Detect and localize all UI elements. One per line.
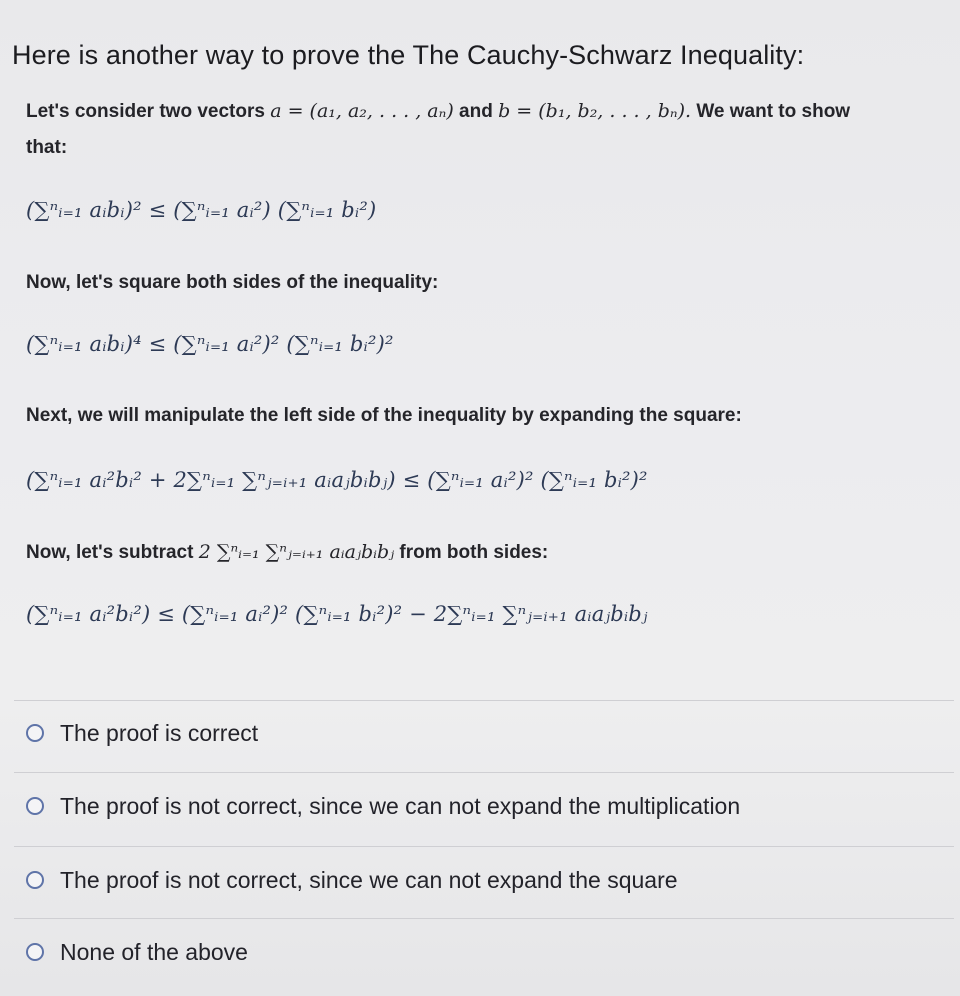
step-subtract-math: 2 ∑ⁿᵢ₌₁ ∑ⁿⱼ₌ᵢ₊₁ aᵢaⱼbᵢbⱼ [198, 541, 395, 563]
vector-b: b = (b₁, b₂, . . . , bₙ). [498, 100, 692, 122]
option-label: The proof is not correct, since we can not expand the multiplication [60, 792, 741, 819]
radio-button-icon[interactable] [26, 943, 44, 961]
radio-button-icon[interactable] [26, 724, 44, 742]
step-expand-square: Next, we will manipulate the left side of the inequality by expanding the square: [26, 405, 742, 426]
step-subtract-prefix: Now, let's subtract [26, 542, 194, 563]
intro-line-2: that: [26, 137, 68, 158]
step-square-both-sides: Now, let's square both sides of the inequality: [26, 272, 439, 293]
step-subtract-suffix: from both sides: [399, 542, 549, 563]
divider [14, 772, 954, 773]
question-title: Here is another way to prove the The Cauchy-Schwarz Inequality: [12, 40, 805, 70]
option-label: The proof is correct [60, 719, 259, 746]
formula-squared-inequality: (∑ⁿᵢ₌₁ aᵢbᵢ)⁴ ≤ (∑ⁿᵢ₌₁ aᵢ²)² (∑ⁿᵢ₌₁ bᵢ²)² [26, 332, 394, 356]
formula-original-inequality: (∑ⁿᵢ₌₁ aᵢbᵢ)² ≤ (∑ⁿᵢ₌₁ aᵢ²) (∑ⁿᵢ₌₁ bᵢ²) [26, 198, 377, 222]
intro-line-1 [26, 100, 850, 123]
intro-prefix: Let's consider two vectors [26, 101, 265, 122]
vector-a: a = (a₁, a₂, . . . , aₙ) [270, 100, 454, 122]
option-2[interactable] [22, 786, 740, 826]
option-3[interactable] [22, 860, 678, 900]
radio-button-icon[interactable] [26, 797, 44, 815]
option-label: The proof is not correct, since we can not expand the square [60, 866, 678, 893]
intro-and: and [459, 101, 493, 122]
formula-expanded-inequality: (∑ⁿᵢ₌₁ aᵢ²bᵢ² + 2∑ⁿᵢ₌₁ ∑ⁿⱼ₌ᵢ₊₁ aᵢaⱼbᵢbⱼ) ≤ (∑ⁿᵢ₌₁ aᵢ²)² (∑ⁿᵢ₌₁ bᵢ²)² [26, 468, 648, 492]
option-1[interactable] [22, 713, 258, 753]
radio-button-icon[interactable] [26, 871, 44, 889]
intro-suffix: We want to show [696, 101, 851, 122]
option-label: None of the above [60, 938, 248, 965]
formula-final-inequality: (∑ⁿᵢ₌₁ aᵢ²bᵢ²) ≤ (∑ⁿᵢ₌₁ aᵢ²)² (∑ⁿᵢ₌₁ bᵢ²)² − 2∑ⁿᵢ₌₁ ∑ⁿⱼ₌ᵢ₊₁ aᵢaⱼbᵢbⱼ [26, 602, 648, 626]
divider [14, 846, 954, 847]
divider [14, 918, 954, 919]
step-subtract [26, 541, 548, 564]
divider [14, 700, 954, 701]
option-4[interactable] [22, 932, 248, 972]
